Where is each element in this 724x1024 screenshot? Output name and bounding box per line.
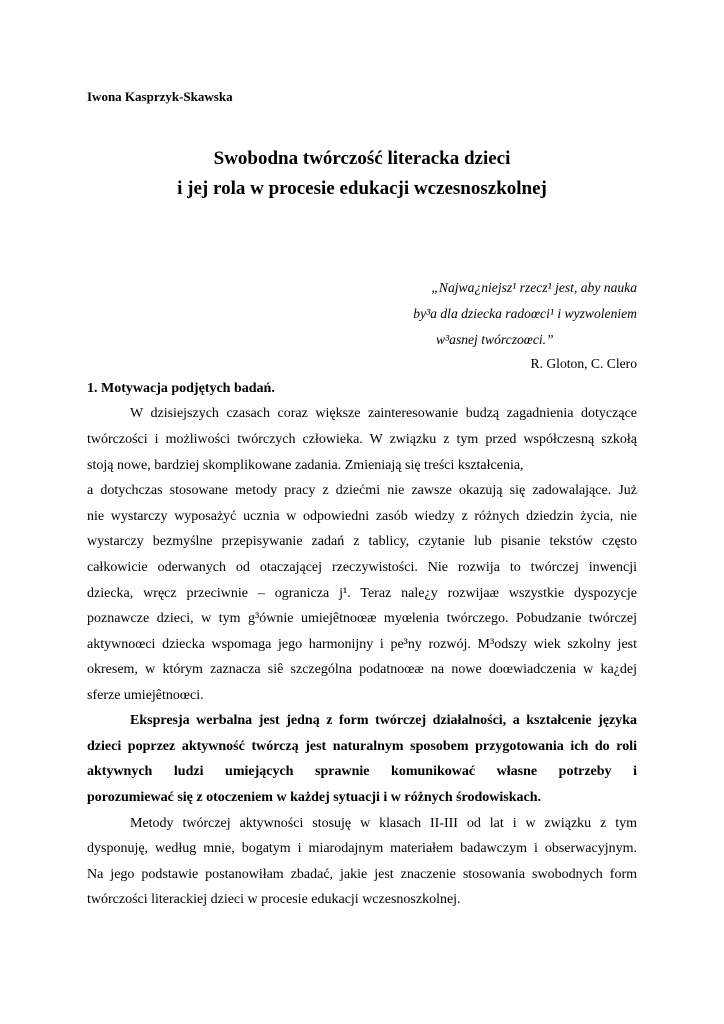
paragraph-line: poznawcze dzieci, w tym g³ównie umiejêtnoœæ myœlenia twórczego. Pobudzanie twórczej [87, 611, 637, 626]
paragraph-line: Na jego podstawie postanowiłam zbadać, jakie jest znaczenie stosowania swobodnych form [87, 867, 637, 882]
motto-line-2: by³a dla dziecka radoœci¹ i wyzwoleniem [413, 306, 637, 321]
motto-line-1: „Najwa¿niejsz¹ rzecz¹ jest, aby nauka [431, 280, 637, 295]
bold-paragraph-line: aktywnych ludzi umiejących sprawnie komunikować własne potrzeby i [87, 764, 637, 779]
bold-paragraph-line: dzieci poprzez aktywność twórczą jest naturalnym sposobem przygotowania ich do roli [87, 739, 637, 754]
paragraph-line: okresem, w którym zaznacza siê szczególna podatnoœæ na nowe doœwiadczenia w ka¿dej [87, 662, 637, 677]
title-line-1: Swobodna twórczość literacka dzieci [213, 148, 511, 169]
paragraph-line: stoją nowe, bardziej skomplikowane zadania. Zmieniają się treści kształcenia, [87, 458, 524, 473]
paragraph-line: dziecka, wręcz przeciwnie – ogranicza j¹. Teraz nale¿y rozwijaæ wszystkie dyspozycje [87, 586, 637, 601]
paragraph-line: W dzisiejszych czasach coraz większe zainteresowanie budzą zagadnienia dotyczące [130, 406, 637, 421]
paragraph-line: a dotychczas stosowane metody pracy z dziećmi nie zawsze okazują się zadowalające. Już [87, 483, 637, 498]
author-name: Iwona Kasprzyk-Skawska [87, 89, 233, 104]
paragraph-line: twórczości literackiej dzieci w procesie edukacji wczesnoszkolnej. [87, 892, 461, 907]
motto-line-3: w³asnej twórczoœci.” [436, 332, 554, 347]
paragraph-line: nie wystarczy wyposażyć ucznia w odpowiedni zasób wiedzy z różnych dziedzin życia, nie [87, 509, 637, 524]
paragraph-line: twórczości i możliwości twórczych człowieka. W związku z tym przed współczesną szkołą [87, 432, 637, 447]
paragraph-line: dysponuję, według mnie, bogatym i miarodajnym materiałem badawczym i obserwacyjnym. [87, 841, 637, 856]
paragraph-line: aktywnoœci dziecka wspomaga jego harmonijny i pe³ny rozwój. M³odszy wiek szkolny jest [87, 637, 637, 652]
bold-paragraph-line: porozumiewać się z otoczeniem w każdej sytuacji i w różnych środowiskach. [87, 790, 542, 805]
title-line-2: i jej rola w procesie edukacji wczesnoszkolnej [177, 178, 547, 199]
paragraph-line: całkowicie oderwanych od otaczającej rzeczywistości. Nie rozwija to twórczej inwencji [87, 560, 637, 575]
paragraph-line: sferze umiejêtnoœci. [87, 688, 204, 703]
paragraph-line: wystarczy bezmyślne przepisywanie zadań z tablicy, czytanie lub pisanie tekstów często [87, 534, 637, 549]
motto-attribution: R. Gloton, C. Clero [530, 356, 637, 371]
bold-paragraph-line: Ekspresja werbalna jest jedną z form twórczej działalności, a kształcenie języka [130, 713, 637, 728]
section-heading: 1. Motywacja podjętych badań. [87, 381, 275, 396]
paragraph-line: Metody twórczej aktywności stosuję w klasach II-III od lat i w związku z tym [130, 816, 637, 831]
